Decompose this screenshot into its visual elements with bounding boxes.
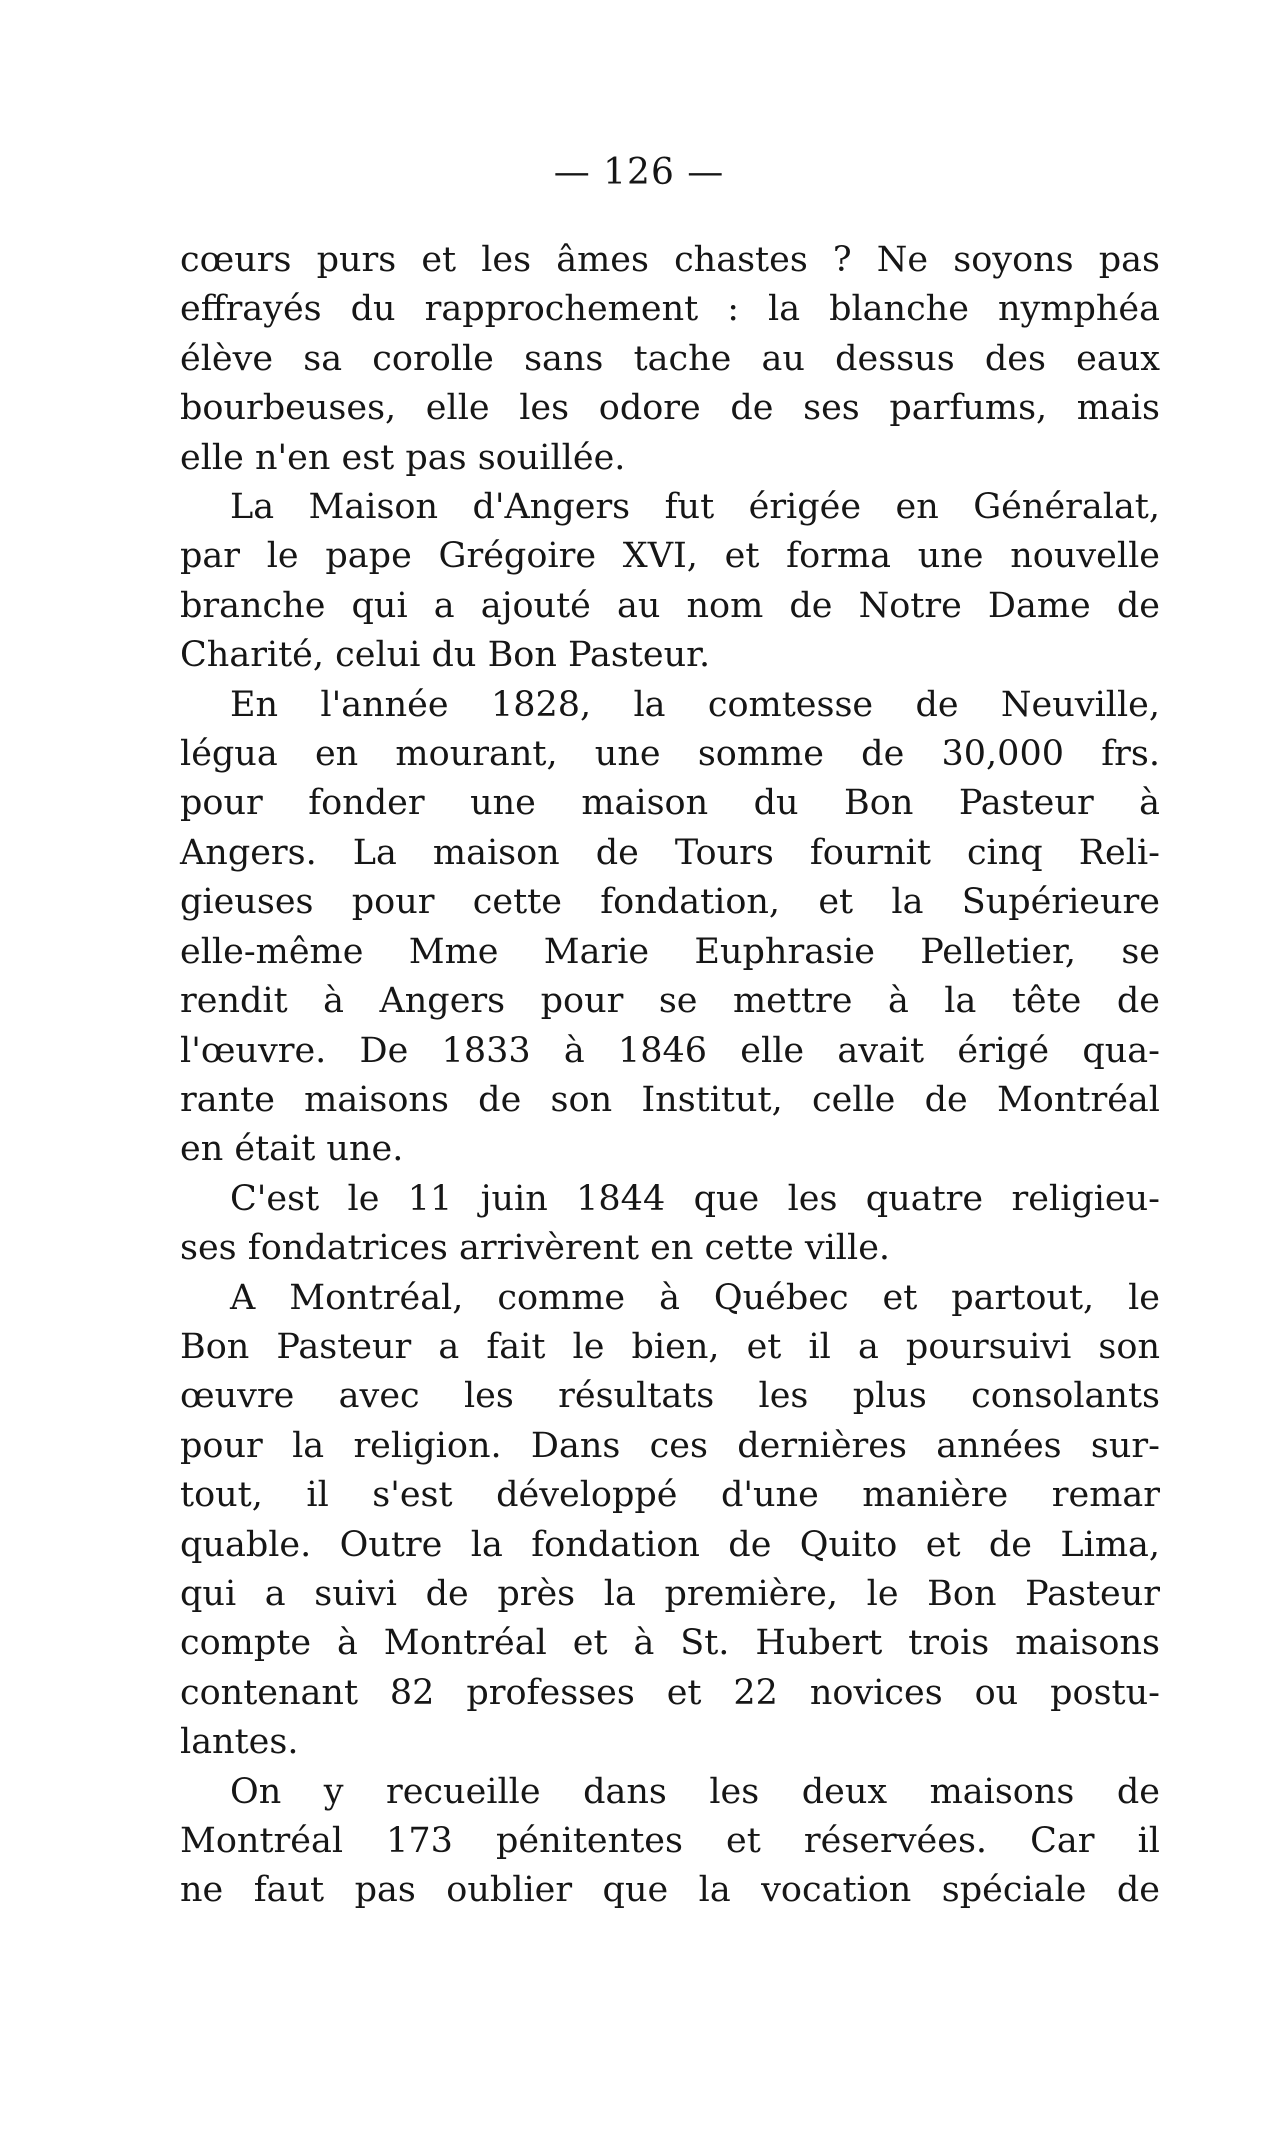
text-line: en était une. xyxy=(180,1129,404,1170)
text-line: qui a suivi de près la première, le Bon Pasteur xyxy=(180,1573,1160,1614)
text-line: effrayés du rapprochement : la blanche nymphéa xyxy=(180,289,1160,330)
text-line: gieuses pour cette fondation, et la Supérieure xyxy=(180,882,1160,923)
text-line: élève sa corolle sans tache au dessus des eaux xyxy=(180,338,1160,379)
text-line: contenant 82 professes et 22 novices ou postu- xyxy=(180,1672,1160,1713)
text-line: bourbeuses, elle les odore de ses parfums, mais xyxy=(180,388,1160,429)
text-line: La Maison d'Angers fut érigée en Généralat, xyxy=(230,487,1160,528)
text-line: Angers. La maison de Tours fournit cinq Reli- xyxy=(180,832,1160,873)
text-line: ne faut pas oublier que la vocation spéciale de xyxy=(180,1870,1160,1911)
text-line: elle n'en est pas souillée. xyxy=(180,437,626,478)
body-text xyxy=(180,236,1160,1916)
page-number: — 126 — xyxy=(553,152,725,193)
text-line: légua en mourant, une somme de 30,000 frs. xyxy=(180,734,1160,775)
text-line: l'œuvre. De 1833 à 1846 elle avait érigé qua- xyxy=(180,1030,1160,1071)
text-line: pour fonder une maison du Bon Pasteur à xyxy=(180,783,1160,824)
text-line: Charité, celui du Bon Pasteur. xyxy=(180,635,711,676)
text-line: cœurs purs et les âmes chastes ? Ne soyons pas xyxy=(180,240,1160,280)
text-line: pour la religion. Dans ces dernières années sur- xyxy=(180,1425,1160,1466)
text-line: Bon Pasteur a fait le bien, et il a poursuivi son xyxy=(180,1326,1160,1367)
text-line: rendit à Angers pour se mettre à la tête de xyxy=(180,981,1160,1022)
text-line: ses fondatrices arrivèrent en cette ville. xyxy=(180,1228,891,1269)
text-line: lantes. xyxy=(180,1722,299,1763)
text-line: elle-même Mme Marie Euphrasie Pelletier, se xyxy=(180,931,1160,972)
text-line: A Montréal, comme à Québec et partout, le xyxy=(230,1277,1160,1318)
text-line: branche qui a ajouté au nom de Notre Dame de xyxy=(180,585,1160,626)
text-line: Montréal 173 pénitentes et réservées. Car il xyxy=(180,1821,1160,1861)
text-line: quable. Outre la fondation de Quito et de Lima, xyxy=(180,1524,1160,1565)
text-line: tout, il s'est développé d'une manière remar xyxy=(180,1475,1160,1516)
text-line: On y recueille dans les deux maisons de xyxy=(230,1771,1160,1812)
text-line: œuvre avec les résultats les plus consolants xyxy=(180,1376,1160,1417)
text-line: C'est le 11 juin 1844 que les quatre religieu- xyxy=(230,1178,1160,1219)
text-line: par le pape Grégoire XVI, et forma une nouvelle xyxy=(180,536,1160,577)
text-line: compte à Montréal et à St. Hubert trois maisons xyxy=(180,1623,1160,1664)
text-line: En l'année 1828, la comtesse de Neuville, xyxy=(230,684,1160,725)
text-line: rante maisons de son Institut, celle de Montréal xyxy=(180,1079,1160,1120)
